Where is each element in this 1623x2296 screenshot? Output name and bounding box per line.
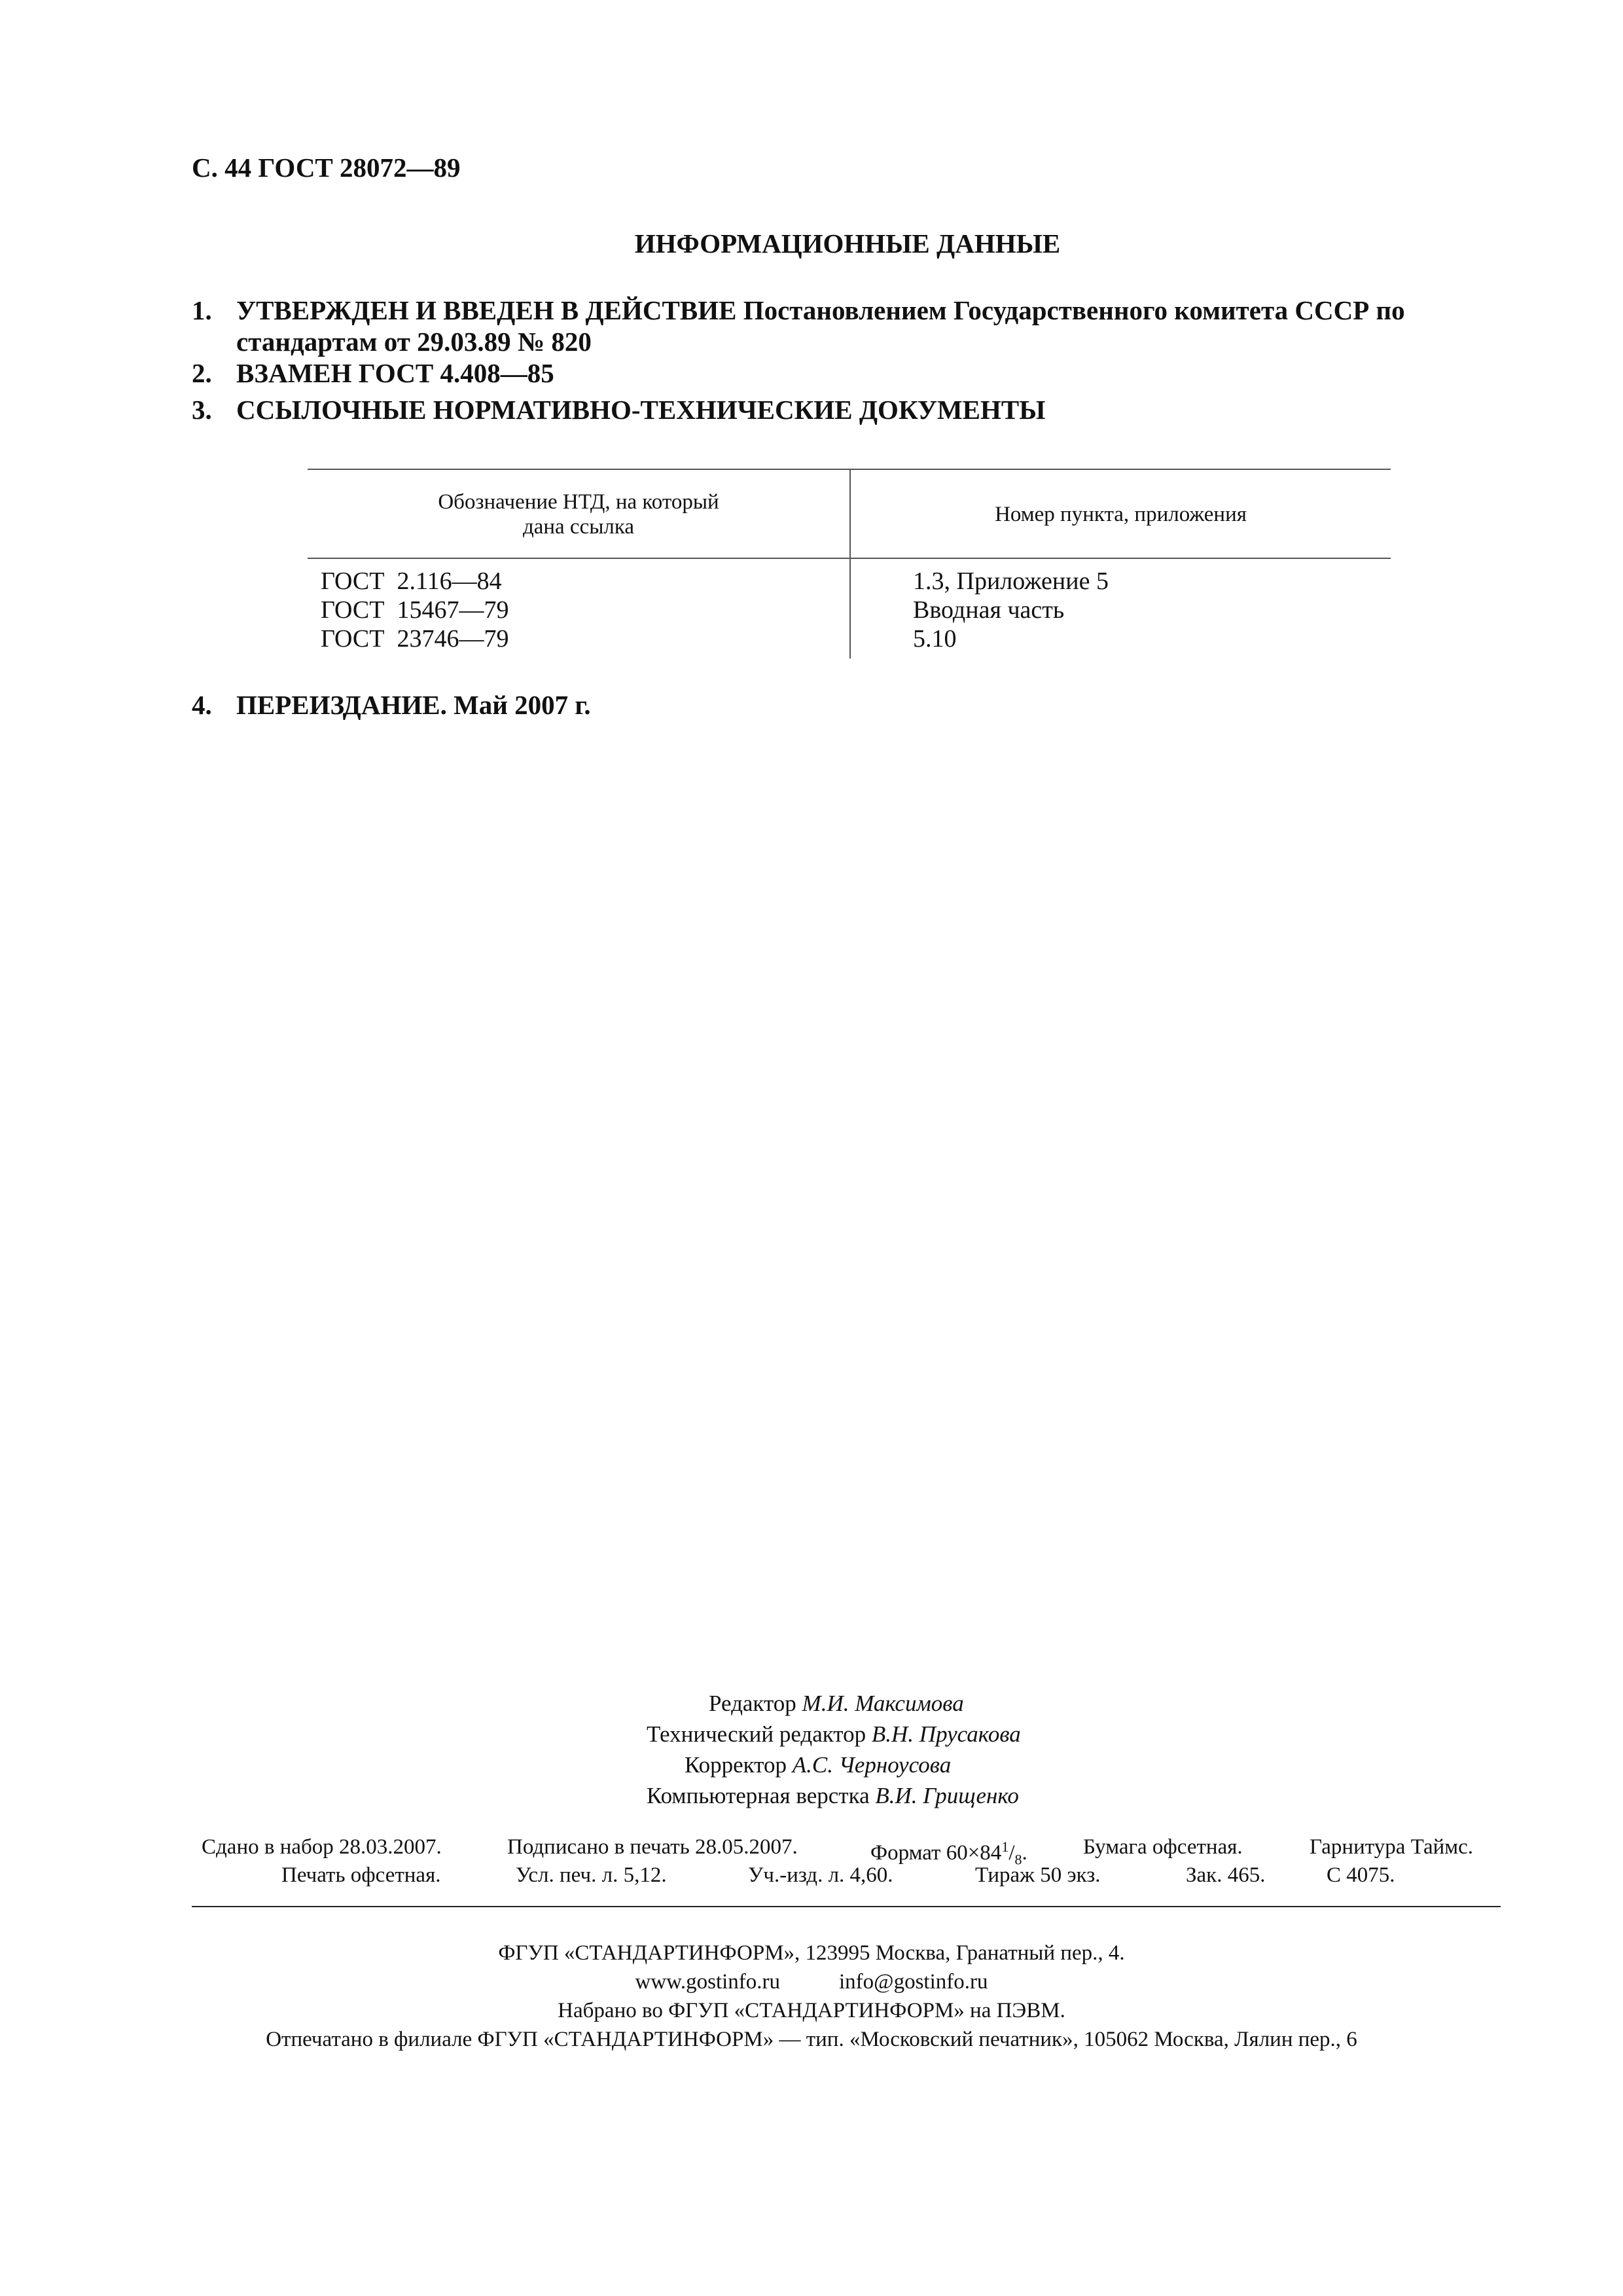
credit-editor: Редактор М.И. Максимова	[709, 1691, 964, 1716]
item-heading: ВЗАМЕН ГОСТ 4.408—85	[236, 358, 554, 388]
table-row-doc: ГОСТ 15467—79	[321, 596, 509, 624]
pub-format: Формат $60\times 84^1/_8$.	[870, 1839, 1027, 1868]
pub-circulation: Тираж 50 экз.	[975, 1863, 1101, 1887]
item-heading: ССЫЛОЧНЫЕ НОРМАТИВНО-ТЕХНИЧЕСКИЕ ДОКУМЕНТЫ	[236, 395, 1046, 425]
item-number: 2.	[192, 358, 212, 388]
item-text: Постановлением Государственного комитета СССР по	[736, 295, 1405, 325]
pub-publisher-sheets: Уч.-изд. л. 4,60.	[748, 1863, 893, 1887]
publisher-address: ФГУП «СТАНДАРТИНФОРМ», 123995 Москва, Гранатный пер., 4.	[498, 1941, 1125, 1965]
website-link[interactable]: www.gostinfo.ru	[635, 1970, 781, 1994]
pub-code: С 4075.	[1327, 1863, 1395, 1887]
item-number: 1.	[192, 295, 212, 325]
item-number: 4.	[192, 690, 212, 720]
pub-signed-date: Подписано в печать 28.05.2007.	[507, 1835, 798, 1859]
table-header-col1: Обозначение НТД, на который дана ссылка	[438, 490, 719, 539]
pub-paper: Бумага офсетная.	[1083, 1835, 1243, 1859]
publisher-contacts	[0, 1967, 1623, 1996]
table-row-ref: Вводная часть	[913, 596, 1065, 624]
pub-print-type: Печать офсетная.	[281, 1863, 441, 1887]
table-row-doc: ГОСТ 2.116—84	[321, 567, 502, 595]
table-row-ref: 5.10	[913, 625, 957, 653]
printing-note: Отпечатано в филиале ФГУП «СТАНДАРТИНФОРМ» — тип. «Московский печатник», 105062 Москва, Лялин пер., 6	[266, 2028, 1357, 2051]
pub-typeface: Гарнитура Таймс.	[1310, 1835, 1474, 1859]
divider-line	[192, 1906, 1501, 1907]
email-link[interactable]: info@gostinfo.ru	[839, 1970, 988, 1994]
page-header: С. 44 ГОСТ 28072—89	[192, 152, 461, 183]
table-column-divider	[849, 469, 851, 658]
table-header-col2: Номер пункта, приложения	[995, 503, 1247, 526]
pub-print-sheets: Усл. печ. л. 5,12.	[516, 1863, 667, 1887]
table-row-ref: 1.3, Приложение 5	[913, 567, 1109, 595]
table-row-doc: ГОСТ 23746—79	[321, 625, 509, 653]
item-heading: ПЕРЕИЗДАНИЕ. Май 2007 г.	[236, 690, 591, 720]
item-heading: УТВЕРЖДЕН И ВВЕДЕН В ДЕЙСТВИЕ	[236, 295, 737, 325]
pub-order-number: Зак. 465.	[1186, 1863, 1266, 1887]
credit-tech-editor: Технический редактор В.Н. Прусакова	[647, 1721, 1021, 1747]
page-title: ИНФОРМАЦИОННЫЕ ДАННЫЕ	[634, 228, 1061, 259]
item-number: 3.	[192, 395, 212, 425]
typesetting-note: Набрано во ФГУП «СТАНДАРТИНФОРМ» на ПЭВМ.	[558, 1999, 1065, 2022]
item-text-continued: стандартам от 29.03.89 № 820	[236, 327, 592, 357]
credit-layout: Компьютерная верстка В.И. Грищенко	[647, 1783, 1019, 1808]
pub-typeset-date: Сдано в набор 28.03.2007.	[202, 1835, 442, 1859]
credit-proofreader: Корректор А.С. Черноусова	[685, 1752, 952, 1778]
